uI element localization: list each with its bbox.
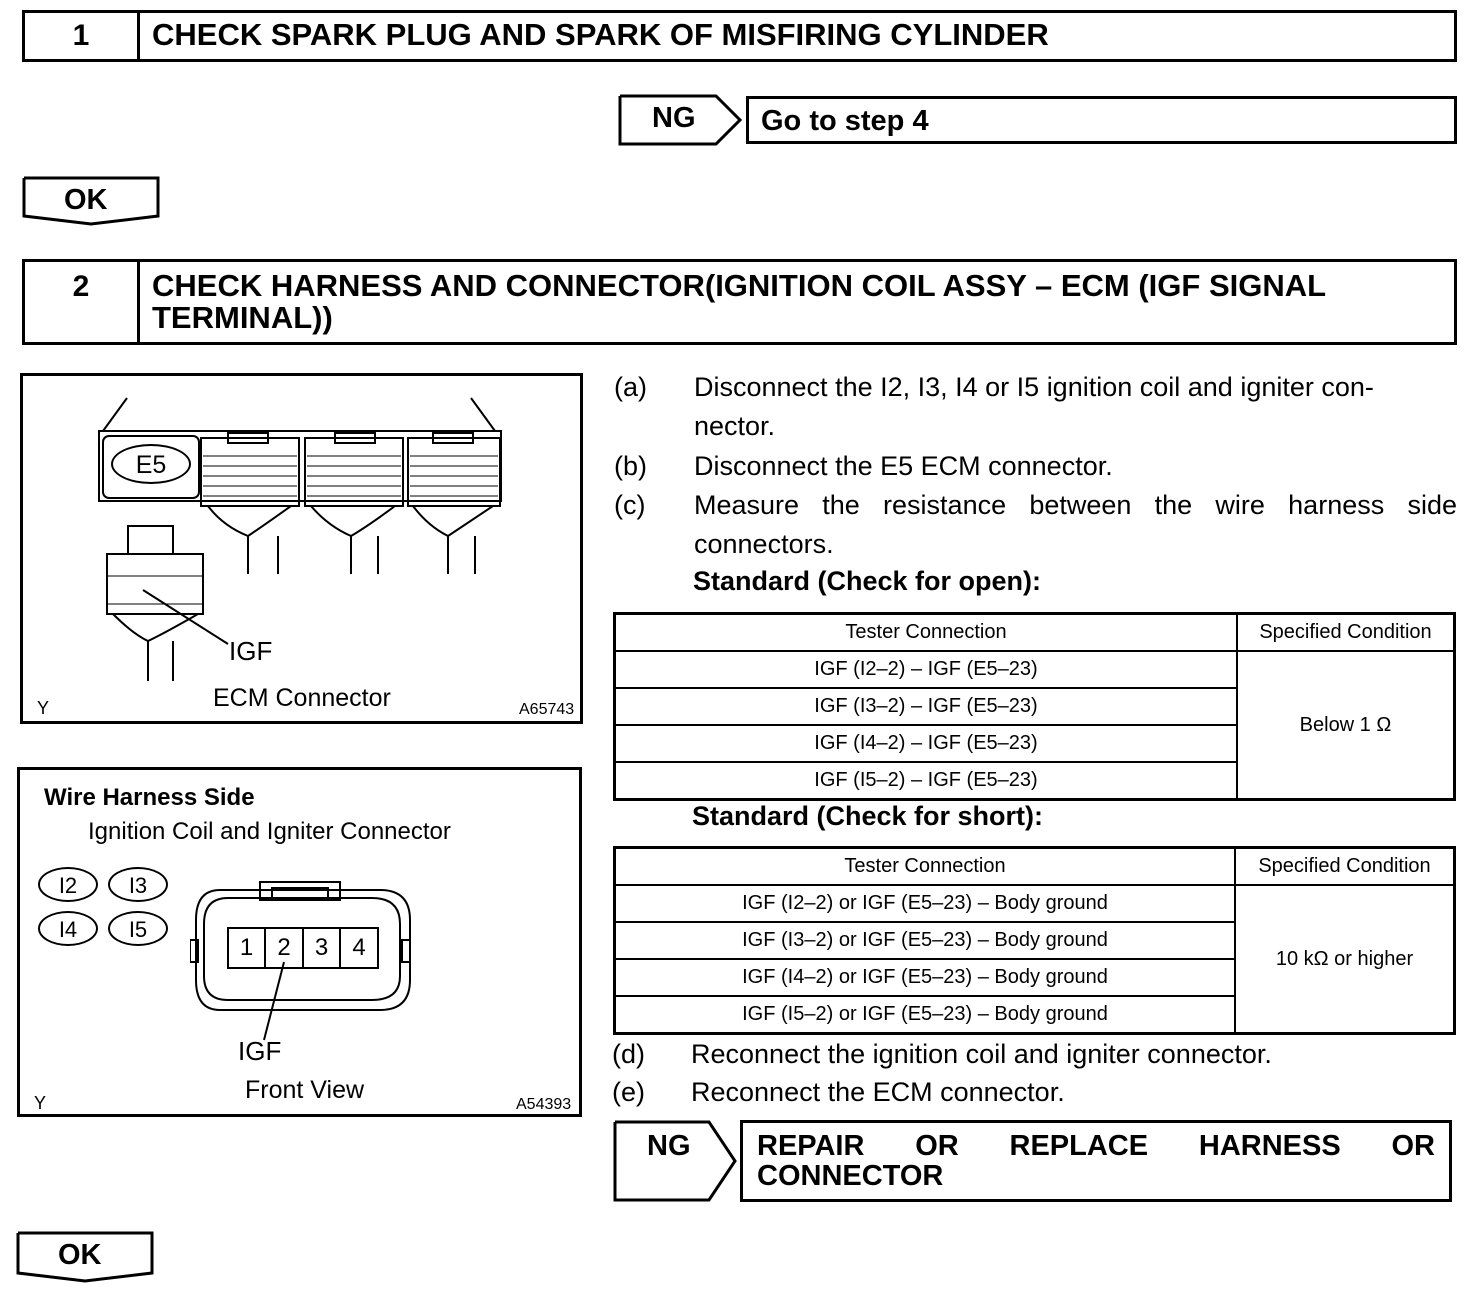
header-tester-connection: Tester Connection	[615, 614, 1238, 652]
ng-result-line1: REPAIR OR REPLACE HARNESS OR	[757, 1130, 1435, 1162]
instruction-e	[612, 1073, 1457, 1113]
step-title-line2: TERMINAL))	[152, 300, 333, 335]
ng-label: NG	[647, 1130, 691, 1162]
tester-connection-cell: IGF (I5–2) – IGF (E5–23)	[615, 762, 1238, 800]
tester-connection-cell: IGF (I3–2) or IGF (E5–23) – Body ground	[615, 922, 1236, 959]
pin-3: 3	[314, 934, 329, 961]
step-text: Reconnect the ECM connector.	[691, 1077, 1065, 1107]
step-title: CHECK SPARK PLUG AND SPARK OF MISFIRING CYLINDER	[152, 17, 1049, 52]
step-text-line2: nector.	[694, 411, 776, 441]
ng-result-box	[746, 96, 1457, 144]
tester-connection-cell: IGF (I3–2) – IGF (E5–23)	[615, 688, 1238, 725]
ng-arrow	[613, 1120, 741, 1202]
header-tester-connection: Tester Connection	[615, 848, 1236, 886]
ng-arrow	[618, 94, 744, 146]
step-label: (a)	[614, 372, 647, 402]
e5-tag-text: E5	[135, 451, 167, 479]
open-check-table	[613, 612, 1456, 801]
tester-connection-cell: IGF (I4–2) – IGF (E5–23)	[615, 725, 1238, 762]
step-title	[140, 262, 1454, 342]
ok-label: OK	[58, 1239, 102, 1271]
step-text-line1: Measure the resistance between the wire harness side	[694, 490, 1457, 520]
step-title-line1: CHECK HARNESS AND CONNECTOR(IGNITION COIL ASSY – ECM (IGF SIGNAL	[152, 268, 1327, 303]
ng-result-line2: CONNECTOR	[757, 1160, 944, 1192]
step-text	[694, 486, 1457, 564]
connector-front-drawing	[190, 880, 430, 1060]
figure-corner-mark: Y	[37, 698, 50, 718]
tester-connection-cell: IGF (I5–2) or IGF (E5–23) – Body ground	[615, 996, 1236, 1034]
figure-heading: Wire Harness Side	[44, 784, 255, 811]
table-header-row	[615, 614, 1455, 652]
pin-4: 4	[352, 934, 366, 961]
short-standard-title: Standard (Check for short):	[692, 801, 1044, 831]
step-label: (c)	[614, 490, 646, 520]
ok-arrow	[16, 1231, 156, 1285]
tag-i3-text: I3	[128, 873, 148, 898]
tag-i3	[108, 867, 168, 902]
step-2-header	[22, 259, 1457, 345]
figure-subheading: Ignition Coil and Igniter Connector	[88, 818, 451, 845]
figure-code: A54393	[516, 1096, 572, 1113]
instruction-a	[614, 368, 1457, 448]
instruction-b	[614, 447, 1457, 487]
header-specified-condition: Specified Condition	[1237, 614, 1455, 652]
specified-condition-cell: Below 1 Ω	[1237, 651, 1455, 800]
tag-i4	[38, 911, 98, 946]
tag-i2	[38, 867, 98, 902]
step-number: 1	[25, 13, 140, 59]
header-specified-condition: Specified Condition	[1235, 848, 1455, 886]
tag-i2-text: I2	[58, 873, 78, 898]
ok-label: OK	[64, 184, 108, 216]
ecm-connector-drawing	[23, 376, 580, 721]
e5-tag	[111, 444, 191, 484]
tag-i5-text: I5	[128, 917, 148, 942]
table-header-row	[615, 848, 1455, 886]
instruction-d	[612, 1035, 1457, 1075]
step-label: (b)	[614, 451, 647, 481]
step-text: Reconnect the ignition coil and igniter connector.	[691, 1039, 1272, 1069]
figure-code: A65743	[519, 701, 575, 718]
step-text: Disconnect the E5 ECM connector.	[694, 451, 1113, 481]
step-1-header	[22, 10, 1457, 62]
tag-i4-text: I4	[58, 917, 78, 942]
step-number: 2	[25, 262, 140, 342]
step-label: (e)	[612, 1077, 645, 1107]
step-text	[694, 368, 1457, 446]
step-text-line2: connectors.	[694, 529, 834, 559]
tester-connection-cell: IGF (I4–2) or IGF (E5–23) – Body ground	[615, 959, 1236, 996]
pin-2: 2	[277, 934, 291, 961]
tester-connection-cell: IGF (I2–2) or IGF (E5–23) – Body ground	[615, 885, 1236, 922]
table-row	[615, 651, 1455, 688]
ng-result-box	[740, 1120, 1452, 1202]
figure-caption: Front View	[245, 1076, 365, 1104]
ng-label: NG	[652, 102, 696, 134]
table-row	[615, 885, 1455, 922]
short-check-table	[613, 846, 1456, 1035]
ok-arrow	[22, 176, 162, 228]
ng-result-text: Go to step 4	[761, 105, 929, 137]
igf-pin-label: IGF	[229, 636, 273, 666]
specified-condition-cell: 10 kΩ or higher	[1235, 885, 1455, 1034]
figure-caption: ECM Connector	[213, 684, 391, 712]
wire-harness-figure	[17, 767, 582, 1117]
step-text-line1: Disconnect the I2, I3, I4 or I5 ignition coil and igniter con-	[694, 372, 1374, 402]
figure-corner-mark: Y	[34, 1093, 47, 1113]
instruction-c	[614, 486, 1457, 566]
tester-connection-cell: IGF (I2–2) – IGF (E5–23)	[615, 651, 1238, 688]
open-standard-title: Standard (Check for open):	[693, 566, 1042, 596]
igf-pin-label: IGF	[238, 1036, 282, 1066]
tag-i5	[108, 911, 168, 946]
ecm-connector-figure	[20, 373, 583, 724]
step-label: (d)	[612, 1039, 645, 1069]
pin-1: 1	[239, 934, 254, 961]
